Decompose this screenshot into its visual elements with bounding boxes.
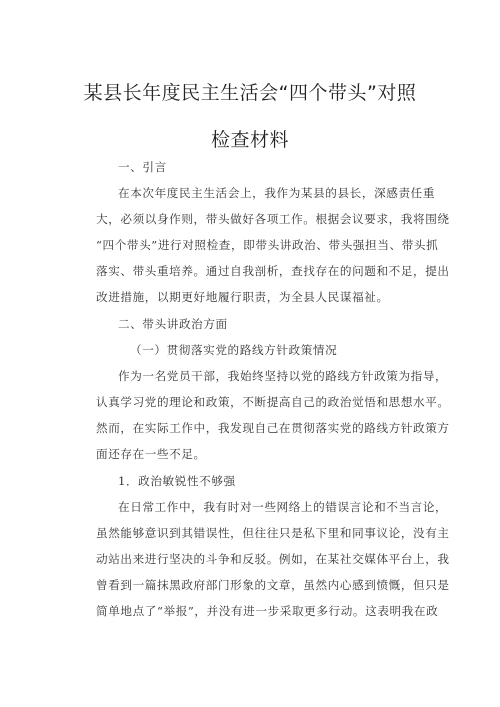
subheading-policy: （一）贯彻落实党的路线方针政策情况 xyxy=(130,343,338,357)
point-heading-1: 1．政治敏锐性不够强 xyxy=(118,474,236,488)
intro-line-2: 大，必须以身作则，带头做好各项工作。根据会议要求，我将围绕 xyxy=(96,212,450,226)
intro-line-3: “四个带头”进行对照检查，即带头讲政治、带头强担当、带头抓 xyxy=(96,238,439,252)
para2-line-1: 在日常工作中，我有时对一些网络上的错误言论和不当言论， xyxy=(118,500,448,514)
section-heading-politics: 二、带头讲政治方面 xyxy=(118,317,228,331)
intro-line-1: 在本次年度民主生活会上，我作为某县的县长，深感责任重 xyxy=(118,186,436,200)
para2-line-3: 动站出来进行坚决的斗争和反驳。例如，在某社交媒体平台上，我 xyxy=(96,552,450,566)
document-title-line-1: 某县长年度民主生活会“四个带头”对照 xyxy=(83,82,417,104)
para2-line-4: 曾看到一篇抹黑政府部门形象的文章，虽然内心感到愤慨，但只是 xyxy=(96,578,450,592)
para2-line-2: 虽然能够意识到其错误性，但往往只是私下里和同事议论，没有主 xyxy=(96,526,450,540)
document-title-line-2: 检查材料 xyxy=(210,129,289,151)
para1-line-3: 然而，在实际工作中，我发现自己在贯彻落实党的路线方针政策方 xyxy=(96,421,450,435)
para1-line-4: 面还存在一些不足。 xyxy=(96,447,206,461)
para1-line-1: 作为一名党员干部，我始终坚持以党的路线方针政策为指导， xyxy=(118,369,448,383)
intro-line-4: 落实、带头重培养。通过自我剖析，查找存在的问题和不足，提出 xyxy=(96,264,450,278)
para2-line-5: 简单地点了“举报”，并没有进一步采取更多行动。这表明我在政 xyxy=(96,604,439,618)
para1-line-2: 认真学习党的理论和政策，不断提高自己的政治觉悟和思想水平。 xyxy=(96,395,450,409)
section-heading-intro: 一、引言 xyxy=(118,160,167,174)
intro-line-5: 改进措施，以期更好地履行职责，为全县人民谋福祉。 xyxy=(96,290,389,304)
